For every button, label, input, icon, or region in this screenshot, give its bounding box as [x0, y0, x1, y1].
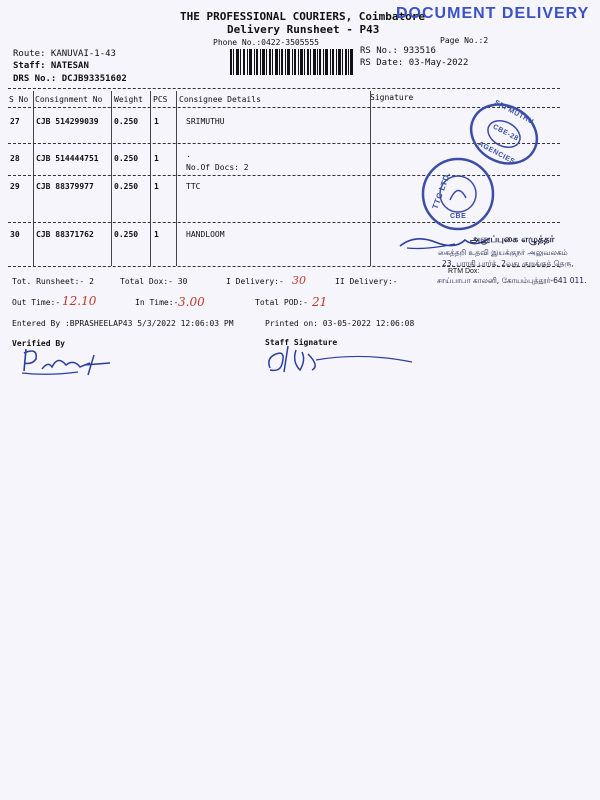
cell-consignee: SRIMUTHU: [186, 117, 225, 126]
stamp1-bottom-text: AGENCIES: [476, 140, 516, 166]
tamil-stamp-line3: 23, பாரதி பார்க், 2வது குறுக்குத் தெரு,: [442, 259, 574, 268]
divider: [8, 88, 560, 89]
col-header-consignee: Consignee Details: [179, 95, 261, 104]
cell-consignee: .: [186, 150, 191, 159]
cell-consignee: HANDLOOM: [186, 230, 225, 239]
staff-signature-label: Staff Signature: [265, 338, 338, 347]
page-number: Page No.:2: [440, 36, 489, 45]
cell-sno: 28: [10, 154, 20, 163]
cell-consignment: CJB 514299039: [36, 117, 99, 126]
cell-consignee: TTC: [186, 182, 201, 191]
col-header-signature: Signature: [370, 93, 414, 102]
total-pod-value: 21: [312, 295, 328, 309]
stamp-circle-icon: [420, 156, 496, 232]
total-pod-label: Total POD:-: [255, 298, 308, 307]
cell-sno: 29: [10, 182, 20, 191]
out-time-label: Out Time:-: [12, 298, 61, 307]
cell-consignment: CJB 88371762: [36, 230, 94, 239]
cell-pcs: 1: [154, 154, 159, 163]
in-time-label: In Time:-: [135, 298, 179, 307]
cell-sno: 30: [10, 230, 20, 239]
i-delivery-label: I Delivery:-: [226, 277, 284, 286]
printed-on: Printed on: 03-05-2022 12:06:08: [265, 319, 415, 328]
runsheet-title: Delivery Runsheet - P43: [227, 23, 380, 36]
cell-pcs: 1: [154, 117, 159, 126]
col-header-sno: S No: [9, 95, 29, 104]
drs-number: DRS No.: DCJB93351602: [13, 74, 127, 84]
route: Route: KANUVAI-1-43: [13, 49, 116, 59]
stamp2-center-text: CBE: [450, 213, 467, 220]
cell-consignment: CJB 514444751: [36, 154, 99, 163]
col-header-consignment: Consignment No: [35, 95, 103, 104]
barcode-icon: [230, 49, 353, 75]
tamil-stamp-mid: RTM Dox:: [448, 268, 480, 275]
rs-number: RS No.: 933516: [360, 46, 436, 56]
in-time-value: 3.00: [178, 295, 205, 309]
column-line: [150, 91, 151, 266]
stamp2-left-text: TTC LTD.: [430, 170, 453, 211]
cell-pcs: 1: [154, 230, 159, 239]
cell-sno: 27: [10, 117, 20, 126]
staff-name: Staff: NATESAN: [13, 61, 89, 71]
out-time-value: 12.10: [62, 294, 97, 308]
col-header-pcs: PCS: [153, 95, 168, 104]
column-line: [33, 91, 34, 266]
document-delivery-stamp: DOCUMENT DELIVERY: [396, 5, 590, 22]
column-line: [370, 91, 371, 266]
cell-weight: 0.250: [114, 117, 139, 126]
ttc-stamp: [420, 156, 496, 232]
verified-by-label: Verified By: [12, 339, 65, 348]
cell-weight: 0.250: [114, 230, 139, 239]
verifier-signature-icon: [18, 345, 118, 377]
tamil-stamp-line4: சாய்பாபா காலனி, கோயம்புத்தூர்-641 011.: [437, 276, 587, 285]
cell-consignment: CJB 88379977: [36, 182, 94, 191]
column-line: [176, 91, 177, 266]
cell-weight: 0.250: [114, 154, 139, 163]
i-delivery-value: 30: [292, 274, 306, 287]
staff-signature-icon: [262, 340, 422, 376]
rs-date: RS Date: 03-May-2022: [360, 58, 469, 68]
total-runsheet: Tot. Runsheet:- 2: [12, 277, 94, 286]
phone-number: Phone No.:0422-3505555: [213, 38, 319, 47]
ii-delivery: II Delivery:-: [335, 277, 398, 286]
stamp1-center-text: CBE-28: [491, 123, 520, 143]
cell-weight: 0.250: [114, 182, 139, 191]
cell-docs: No.Of Docs: 2: [186, 163, 249, 172]
column-line: [111, 91, 112, 266]
entered-by: Entered By :BPRASHEELAP43 5/3/2022 12:06:03 PM: [12, 319, 234, 328]
total-dox: Total Dox:- 30: [120, 277, 188, 286]
col-header-weight: Weight: [114, 95, 143, 104]
stamp1-top-text: SRI MUTHU: [493, 99, 535, 126]
company-name: THE PROFESSIONAL COURIERS, Coimbatore: [180, 10, 426, 23]
tamil-stamp-line2: கைத்தறி உதவி இயக்குநர் அலுவலகம்: [438, 248, 568, 257]
tamil-stamp-line1: அனுப்புகை எழுத்தர்: [470, 235, 555, 245]
cell-pcs: 1: [154, 182, 159, 191]
